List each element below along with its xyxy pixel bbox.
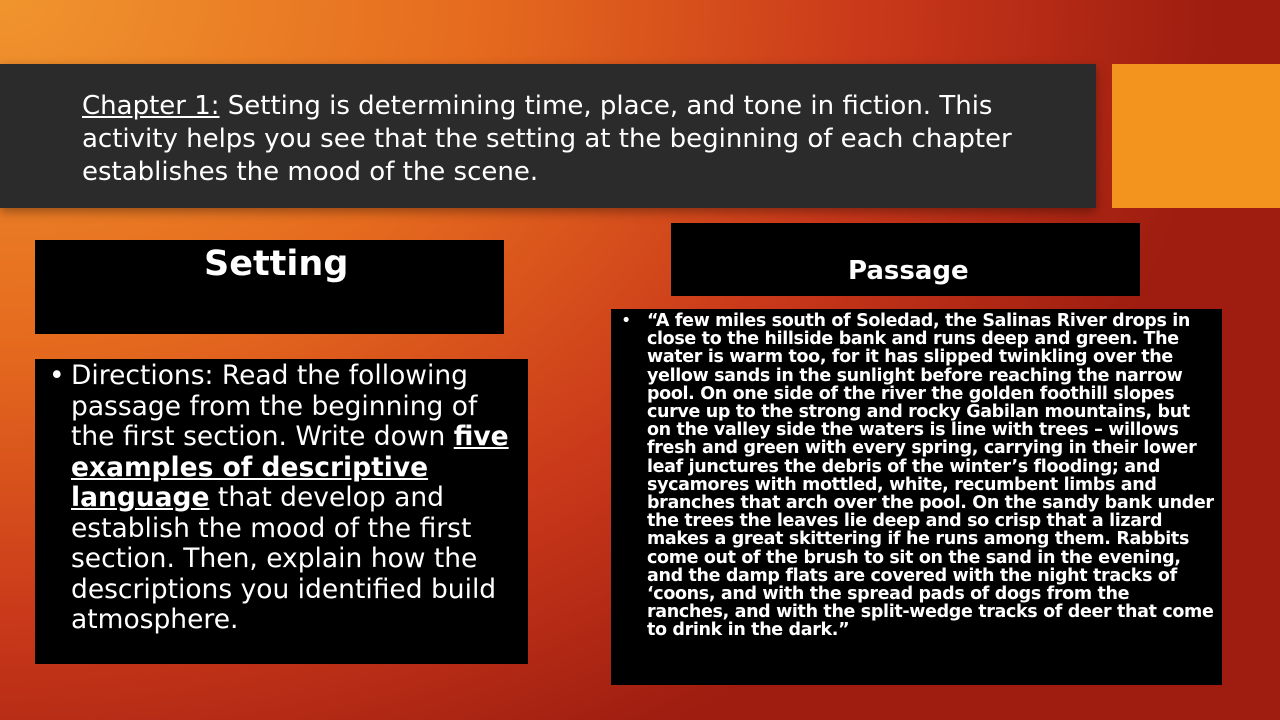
accent-block [1112,64,1280,208]
directions-emphasis: five examples of descriptive language [71,421,509,513]
directions-text-before: Directions: Read the following passage from the beginning of the first section. Write down [71,360,478,452]
setting-heading [35,240,504,334]
bullet-icon: • [49,360,65,391]
chapter-label: Chapter 1: [82,91,220,121]
slide-title [82,90,1066,189]
passage-text: “A few miles south of Soledad, the Salinas River drops in close to the hillside bank and runs deep and green. The water is warm too, for it has slipped twinkling over the yellow sands in the sunlight before reaching the narrow pool. On one side of the river the golden foothill slopes curve up to the strong and rocky Gabilan mountains, but on the valley side the waters is line with trees – willows fresh and green with every spring, carrying in their lower leaf junctures the debris of the winter’s flooding; and sycamores with mottled, white, recumbent limbs and branches that arch over the pool. On the sandy bank under the trees the leaves lie deep and so crisp that a lizard makes a great skittering if he runs among them. Rabbits come out of the brush to sit on the sand in the evening, and the damp flats are covered with the night tracks of ‘coons, and with the spread pads of dogs from the ranches, and with the split-wedge tracks of deer that come to drink in the dark.” [647,311,1214,641]
directions-item [49,360,518,636]
setting-heading-text: Setting [204,244,349,284]
directions-list [49,360,518,636]
bullet-icon: • [621,311,631,331]
passage-item [621,311,1214,641]
passage-heading-text: Passage [848,256,969,286]
title-text: Setting is determining time, place, and tone in fiction. This activity helps you see that the setting at the beginning of each chapter establishes the mood of the scene. [82,91,1012,187]
passage-list [621,311,1214,641]
directions-text-after: that develop and establish the mood of the first section. Then, explain how the descriptions you identified build atmosphere. [71,482,497,635]
directions-box [35,359,528,664]
passage-heading [671,223,1140,296]
passage-box [611,309,1222,685]
title-banner [0,64,1096,208]
